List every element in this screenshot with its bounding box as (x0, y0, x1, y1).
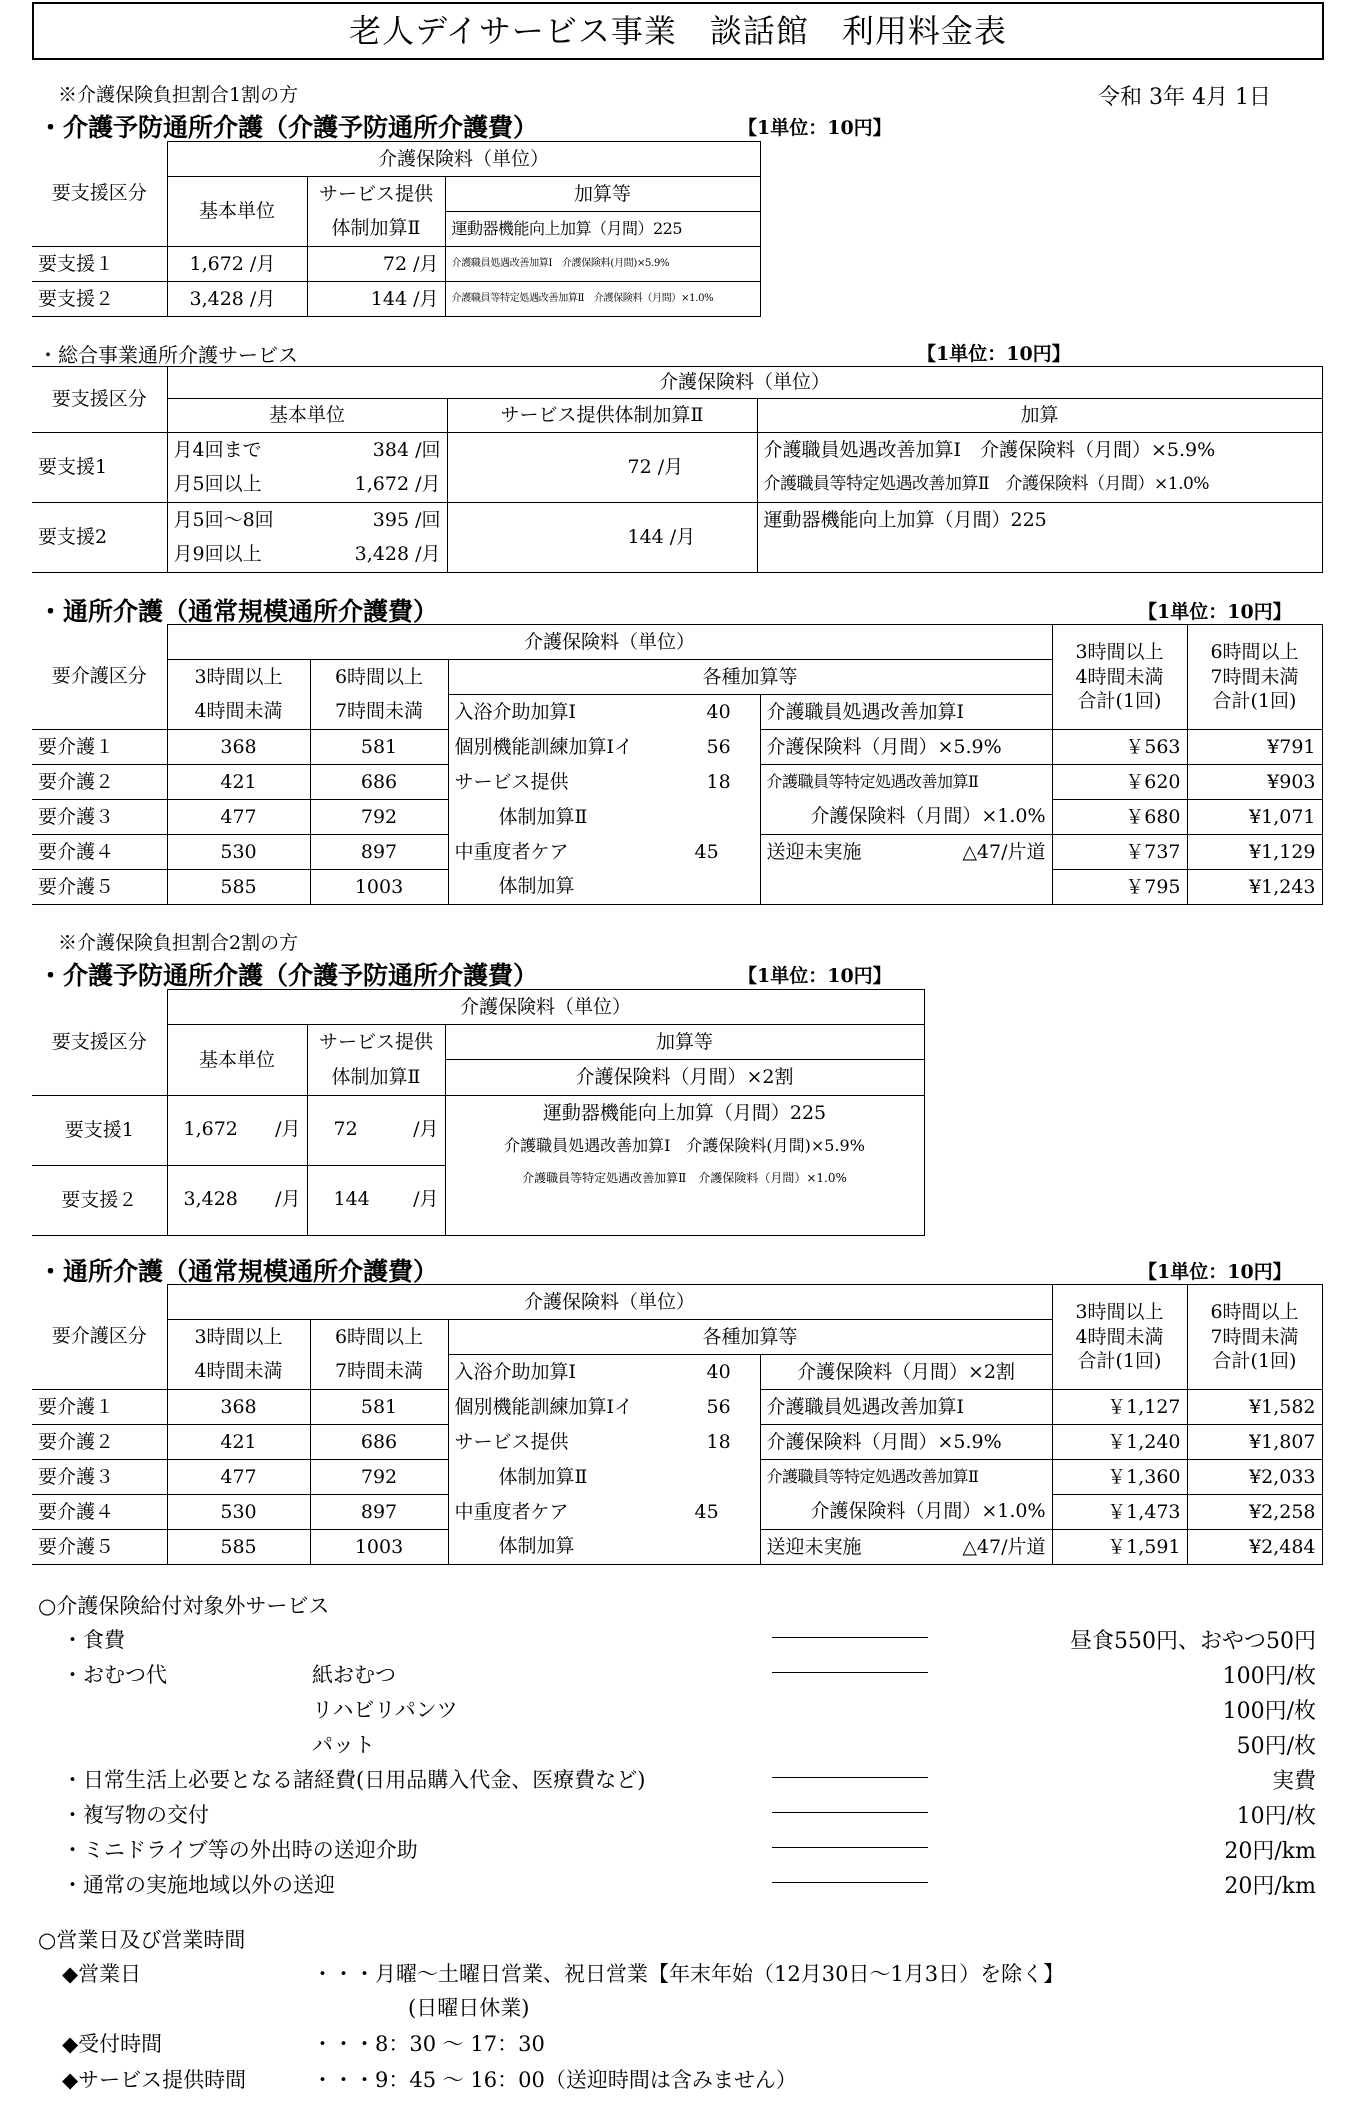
hours-rec-label: ◆受付時間 (62, 2032, 163, 2056)
sec1-cat-1: 要支援１ (32, 247, 167, 282)
sec3-h-cat: 要介護区分 (51, 665, 147, 688)
sec3-t3-3: ￥680 (1052, 800, 1187, 835)
sec3-v6-4: 897 (310, 835, 448, 870)
sec5-b5v: △47/片道 (962, 1535, 1046, 1558)
other-title: ○介護保険給付対象外サービス (38, 1594, 330, 1618)
sec2-r2-bv: 3,428 /月 (354, 543, 441, 566)
other-d2: リハビリパンツ (312, 1698, 458, 1722)
other-d3v: 50円/枚 (1236, 1734, 1316, 1759)
sec2-unit: 【1単位：10円】 (917, 343, 1071, 365)
date: 令和 3年 4月 1日 (1098, 85, 1271, 110)
sec2-r2-a: 月5回～8回 (173, 508, 274, 531)
food-rule (772, 1637, 928, 1638)
sec5-a3v: 18 (706, 1430, 731, 1453)
sec1-base-1: 1,672 /月 (167, 247, 307, 282)
sec3-h-add: 各種加算等 (448, 660, 1052, 695)
sec5-title: ・通所介護（通常規模通所介護費） (38, 1257, 439, 1286)
other-daily-v: 実費 (1271, 1769, 1316, 1794)
sec1-h-base: 基本単位 (167, 177, 307, 247)
sec4-svc-1-unit: /月 (413, 1118, 439, 1140)
sec1-base-2: 3,428 /月 (167, 282, 307, 317)
sec3-v3-2: 421 (167, 765, 310, 800)
sec5-b0: 介護保険料（月間）×2割 (760, 1355, 1052, 1390)
sec3-h-tot3 (1052, 625, 1187, 730)
sec5-cat-3: 要介護３ (32, 1460, 167, 1495)
sec5-v3-3: 477 (167, 1460, 310, 1495)
other-d3: パット (312, 1733, 375, 1757)
sec3-t6-5: ¥1,243 (1187, 870, 1322, 905)
diaper-rule (772, 1672, 928, 1673)
sec5-b5: 送迎未実施 (766, 1535, 862, 1558)
sec5-v3-2: 421 (167, 1425, 310, 1460)
sec5-a2: 個別機能訓練加算Ⅰイ (454, 1395, 634, 1418)
sec1-add1: 運動器機能向上加算（月間）225 (445, 212, 760, 247)
sec1-cat-2: 要支援２ (32, 282, 167, 317)
sec2-r1-bv: 1,672 /月 (354, 473, 441, 496)
other-diaper: ・おむつ代 (62, 1663, 167, 1687)
sec3-b2: 介護保険料（月間）×5.9% (760, 730, 1052, 765)
sec5-cat-4: 要介護４ (32, 1495, 167, 1530)
sec5-h-3a: 3時間以上 (167, 1320, 310, 1355)
sec1-svc-2: 144 /月 (307, 282, 445, 317)
sec5-b4: 介護保険料（月間）×1.0% (760, 1495, 1052, 1530)
sec3-cat-4: 要介護４ (32, 835, 167, 870)
hours-days-label: ◆営業日 (62, 1962, 142, 1986)
other-d1: 紙おむつ (312, 1663, 396, 1687)
sec3-t3c: 合計(1回) (1077, 690, 1162, 713)
sec4-add3: 介護職員等特定処遇改善加算Ⅱ 介護保険料（月間）×1.0% (522, 1171, 847, 1185)
sec4-base-1-unit: /月 (275, 1118, 301, 1140)
sec2-h-base: 基本単位 (167, 399, 447, 433)
sec3-t3-2: ￥620 (1052, 765, 1187, 800)
hours-days-value: ・・・月曜～土曜日営業、祝日営業【年末年始（12月30日～1月3日）を除く】 (312, 1962, 1065, 1986)
sec5-a4: 中重度者ケア (454, 1500, 569, 1523)
sec3-a3v: 18 (706, 770, 731, 793)
sec5-t3b: 4時間未満 (1075, 1325, 1164, 1348)
sec3-t3-5: ￥795 (1052, 870, 1187, 905)
hours-title: ○営業日及び営業時間 (38, 1928, 246, 1952)
sec2-cat-1: 要支援1 (32, 433, 167, 503)
sec4-base-1: 1,672 (183, 1118, 238, 1140)
sec5-cat-1: 要介護１ (32, 1390, 167, 1425)
sec5-unit: 【1単位：10円】 (1138, 1261, 1292, 1283)
sec3-t6-4: ¥1,129 (1187, 835, 1322, 870)
sec1-svc-1: 72 /月 (307, 247, 445, 282)
sec3-v6-2: 686 (310, 765, 448, 800)
hours-svc-value: ・・・9：45 ～ 16：00（送迎時間は含みません） (312, 2068, 797, 2092)
sec3-cat-3: 要介護３ (32, 800, 167, 835)
sec5-t3-3: ￥1,360 (1052, 1460, 1187, 1495)
other-out: ・通常の実施地域以外の送迎 (62, 1873, 335, 1897)
sec5-b2: 介護保険料（月間）×5.9% (760, 1425, 1052, 1460)
sec3-v6-3: 792 (310, 800, 448, 835)
sec5-a4v: 45 (694, 1500, 719, 1523)
sec3-t3b: 4時間未満 (1075, 665, 1164, 688)
sec2-h-ins: 介護保険料（単位） (167, 367, 1322, 399)
sec5-t3a: 3時間以上 (1075, 1300, 1164, 1323)
sec1-unit: 【1単位：10円】 (738, 117, 892, 139)
sec2-r1-av: 384 /回 (372, 438, 441, 461)
sec3-cat-2: 要介護２ (32, 765, 167, 800)
sec5-v3-5: 585 (167, 1530, 310, 1565)
sec5-v6-2: 686 (310, 1425, 448, 1460)
other-out-v: 20円/km (1224, 1874, 1316, 1899)
sec5-b1: 介護職員処遇改善加算Ⅰ (760, 1390, 1052, 1425)
sec2-svc-2: 144 /月 (447, 503, 757, 573)
sec3-h-ins: 介護保険料（単位） (167, 625, 1052, 660)
sec1-table (32, 141, 761, 317)
other-drive-v: 20円/km (1224, 1839, 1316, 1864)
sec4-h-add: 加算等 (445, 1025, 924, 1060)
sec4-h-svc1: サービス提供 (307, 1025, 445, 1060)
sec2-r2-av: 395 /回 (372, 508, 441, 531)
sec3-a3: サービス提供 (454, 770, 569, 793)
sec5-t6a: 6時間以上 (1210, 1300, 1299, 1323)
sec5-a2v: 56 (706, 1395, 731, 1418)
note-2: ※介護保険負担割合2割の方 (58, 932, 299, 954)
sec2-h-svc: サービス提供体制加算Ⅱ (447, 399, 757, 433)
daily-rule (772, 1777, 928, 1778)
sec5-cat-2: 要介護２ (32, 1425, 167, 1460)
sec5-a3b: 体制加算Ⅱ (448, 1460, 760, 1495)
sec3-v3-3: 477 (167, 800, 310, 835)
sec5-t6-5: ¥2,484 (1187, 1530, 1322, 1565)
sec3-a4b: 体制加算 (448, 870, 760, 905)
sec4-svc-2: 144 (333, 1188, 370, 1210)
sec1-h-svc2: 体制加算Ⅱ (307, 212, 445, 247)
sec2-h-cat: 要支援区分 (32, 367, 167, 433)
sec5-v6-4: 897 (310, 1495, 448, 1530)
sec5-a1v: 40 (706, 1360, 731, 1383)
hours-rec-value: ・・・8：30 ～ 17：30 (312, 2032, 545, 2056)
sec1-add2: 介護職員処遇改善加算Ⅰ 介護保険料(月間)×5.9% (445, 247, 760, 282)
hours-svc-label: ◆サービス提供時間 (62, 2068, 247, 2092)
hours-days-sub: (日曜日休業) (408, 1996, 530, 2020)
sec3-v3-1: 368 (167, 730, 310, 765)
sec5-t6b: 7時間未満 (1210, 1325, 1299, 1348)
drive-rule (772, 1847, 928, 1848)
sec1-h-add: 加算等 (445, 177, 760, 212)
sec1-title: ・介護予防通所介護（介護予防通所介護費） (38, 113, 539, 142)
other-d1v: 100円/枚 (1222, 1664, 1316, 1689)
sec3-a4: 中重度者ケア (454, 840, 569, 863)
sec4-cat-1: 要支援1 (32, 1096, 167, 1166)
sec4-h-ins: 介護保険料（単位） (167, 990, 924, 1025)
sec4-cat-2: 要支援２ (32, 1166, 167, 1236)
sec3-v3-4: 530 (167, 835, 310, 870)
other-daily: ・日常生活上必要となる諸経費(日用品購入代金、医療費など) (62, 1768, 646, 1792)
sec5-h-tot6 (1187, 1285, 1322, 1390)
sec4-base-2: 3,428 (183, 1188, 238, 1210)
sec3-t6b: 7時間未満 (1210, 665, 1299, 688)
sec3-title: ・通所介護（通常規模通所介護費） (38, 597, 439, 626)
sec4-h-base: 基本単位 (167, 1025, 307, 1096)
sec2-add3: 運動器機能向上加算（月間）225 (757, 503, 1322, 573)
sec3-t3-1: ￥563 (1052, 730, 1187, 765)
sec2-r1-b: 月5回以上 (173, 473, 262, 496)
other-d2v: 100円/枚 (1222, 1699, 1316, 1724)
sec5-h-ins: 介護保険料（単位） (167, 1285, 1052, 1320)
copy-rule (772, 1812, 928, 1813)
sec4-h-cat: 要支援区分 (51, 1030, 147, 1053)
other-food: ・食費 (62, 1628, 125, 1652)
page-title: 老人デイサービス事業 談話館 利用料金表 (349, 12, 1007, 50)
sec3-b1: 介護職員処遇改善加算Ⅰ (760, 695, 1052, 730)
sec5-h-tot3 (1052, 1285, 1187, 1390)
sec3-h-tot6 (1187, 625, 1322, 730)
sec5-b3: 介護職員等特定処遇改善加算Ⅱ (760, 1460, 1052, 1495)
sec3-v6-1: 581 (310, 730, 448, 765)
sec5-t3-2: ￥1,240 (1052, 1425, 1187, 1460)
sec5-cat-5: 要介護５ (32, 1530, 167, 1565)
sec5-t3c: 合計(1回) (1077, 1350, 1162, 1373)
sec2-cat-2: 要支援2 (32, 503, 167, 573)
sec1-h-ins: 介護保険料（単位） (167, 142, 760, 177)
sec3-cat-5: 要介護５ (32, 870, 167, 905)
sec3-v3-5: 585 (167, 870, 310, 905)
sec3-t6-3: ¥1,071 (1187, 800, 1322, 835)
note-1: ※介護保険負担割合1割の方 (58, 84, 299, 106)
sec5-v6-1: 581 (310, 1390, 448, 1425)
title-box (32, 2, 1324, 60)
sec5-h-cat: 要介護区分 (51, 1325, 147, 1348)
sec5-h-add: 各種加算等 (448, 1320, 1052, 1355)
sec3-t3-4: ￥737 (1052, 835, 1187, 870)
sec3-t6-1: ¥791 (1187, 730, 1322, 765)
other-food-v: 昼食550円、おやつ50円 (1070, 1629, 1316, 1654)
sec3-a2v: 56 (706, 735, 731, 758)
sec1-add3: 介護職員等特定処遇改善加算Ⅱ 介護保険料（月間）×1.0% (445, 282, 760, 317)
sec2-svc-1: 72 /月 (447, 433, 757, 503)
sec2-table (32, 366, 1323, 573)
sec4-add2: 介護職員処遇改善加算Ⅰ 介護保険料(月間)×5.9% (504, 1136, 865, 1155)
sec5-t6-1: ¥1,582 (1187, 1390, 1322, 1425)
sec5-t6-3: ¥2,033 (1187, 1460, 1322, 1495)
sec3-t3a: 3時間以上 (1075, 640, 1164, 663)
sec2-add1: 介護職員処遇改善加算Ⅰ 介護保険料（月間）×5.9% (757, 433, 1322, 468)
sec5-v3-4: 530 (167, 1495, 310, 1530)
sec5-a3: サービス提供 (454, 1430, 569, 1453)
sec5-table (32, 1284, 1323, 1565)
other-copy-v: 10円/枚 (1236, 1804, 1316, 1829)
sec2-add2: 介護職員等特定処遇改善加算Ⅱ 介護保険料（月間）×1.0% (757, 468, 1322, 503)
sec5-t6c: 合計(1回) (1212, 1350, 1297, 1373)
sec5-v6-5: 1003 (310, 1530, 448, 1565)
sec4-svc-1: 72 (333, 1118, 358, 1140)
other-copy: ・複写物の交付 (62, 1803, 209, 1827)
sec4-h-add2: 介護保険料（月間）×2割 (445, 1060, 924, 1096)
sec3-table (32, 624, 1323, 905)
sec5-t3-1: ￥1,127 (1052, 1390, 1187, 1425)
sec5-v6-3: 792 (310, 1460, 448, 1495)
sec3-t6c: 合計(1回) (1212, 690, 1297, 713)
sec1-h-svc1: サービス提供 (307, 177, 445, 212)
sec5-t6-2: ¥1,807 (1187, 1425, 1322, 1460)
sec3-unit: 【1単位：10円】 (1138, 601, 1292, 623)
sec4-unit: 【1単位：10円】 (738, 965, 892, 987)
sec3-a3b: 体制加算Ⅱ (448, 800, 760, 835)
sec3-a4v: 45 (694, 840, 719, 863)
sec4-title: ・介護予防通所介護（介護予防通所介護費） (38, 961, 539, 990)
sec3-v6-5: 1003 (310, 870, 448, 905)
sec5-t3-4: ￥1,473 (1052, 1495, 1187, 1530)
sec3-t6-2: ¥903 (1187, 765, 1322, 800)
sec5-h-6a: 6時間以上 (310, 1320, 448, 1355)
sec3-h-3b: 4時間未満 (167, 695, 310, 730)
sec3-t6a: 6時間以上 (1210, 640, 1299, 663)
sec3-b3: 介護職員等特定処遇改善加算Ⅱ (760, 765, 1052, 800)
sec4-add1: 運動器機能向上加算（月間）225 (542, 1102, 827, 1124)
sec1-h-cat: 要支援区分 (51, 182, 147, 205)
sec5-v3-1: 368 (167, 1390, 310, 1425)
sec4-h-svc2: 体制加算Ⅱ (307, 1060, 445, 1096)
sec5-h-6b: 7時間未満 (310, 1355, 448, 1390)
sec3-a1: 入浴介助加算Ⅰ (454, 700, 577, 723)
sec2-h-add: 加算 (757, 399, 1322, 433)
sec5-a1: 入浴介助加算Ⅰ (454, 1360, 577, 1383)
sec2-title: ・総合事業通所介護サービス (38, 343, 298, 367)
sec3-h-6a: 6時間以上 (310, 660, 448, 695)
sec3-h-3a: 3時間以上 (167, 660, 310, 695)
sec3-h-6b: 7時間未満 (310, 695, 448, 730)
sec2-r1-a: 月4回まで (173, 438, 262, 461)
sec3-b5v: △47/片道 (962, 840, 1046, 863)
out-rule (772, 1882, 928, 1883)
sec3-a1v: 40 (706, 700, 731, 723)
sec3-cat-1: 要介護１ (32, 730, 167, 765)
sec5-a4b: 体制加算 (448, 1530, 760, 1565)
sec5-h-3b: 4時間未満 (167, 1355, 310, 1390)
sec3-b4: 介護保険料（月間）×1.0% (760, 800, 1052, 835)
sec3-a2: 個別機能訓練加算Ⅰイ (454, 735, 634, 758)
sec4-base-2-unit: /月 (275, 1188, 301, 1210)
other-drive: ・ミニドライブ等の外出時の送迎介助 (62, 1838, 418, 1862)
sec4-table (32, 989, 925, 1236)
sec5-t6-4: ¥2,258 (1187, 1495, 1322, 1530)
sec5-t3-5: ￥1,591 (1052, 1530, 1187, 1565)
sec4-svc-2-unit: /月 (413, 1188, 439, 1210)
sec3-b5: 送迎未実施 (766, 840, 862, 863)
sec2-r2-b: 月9回以上 (173, 543, 262, 566)
